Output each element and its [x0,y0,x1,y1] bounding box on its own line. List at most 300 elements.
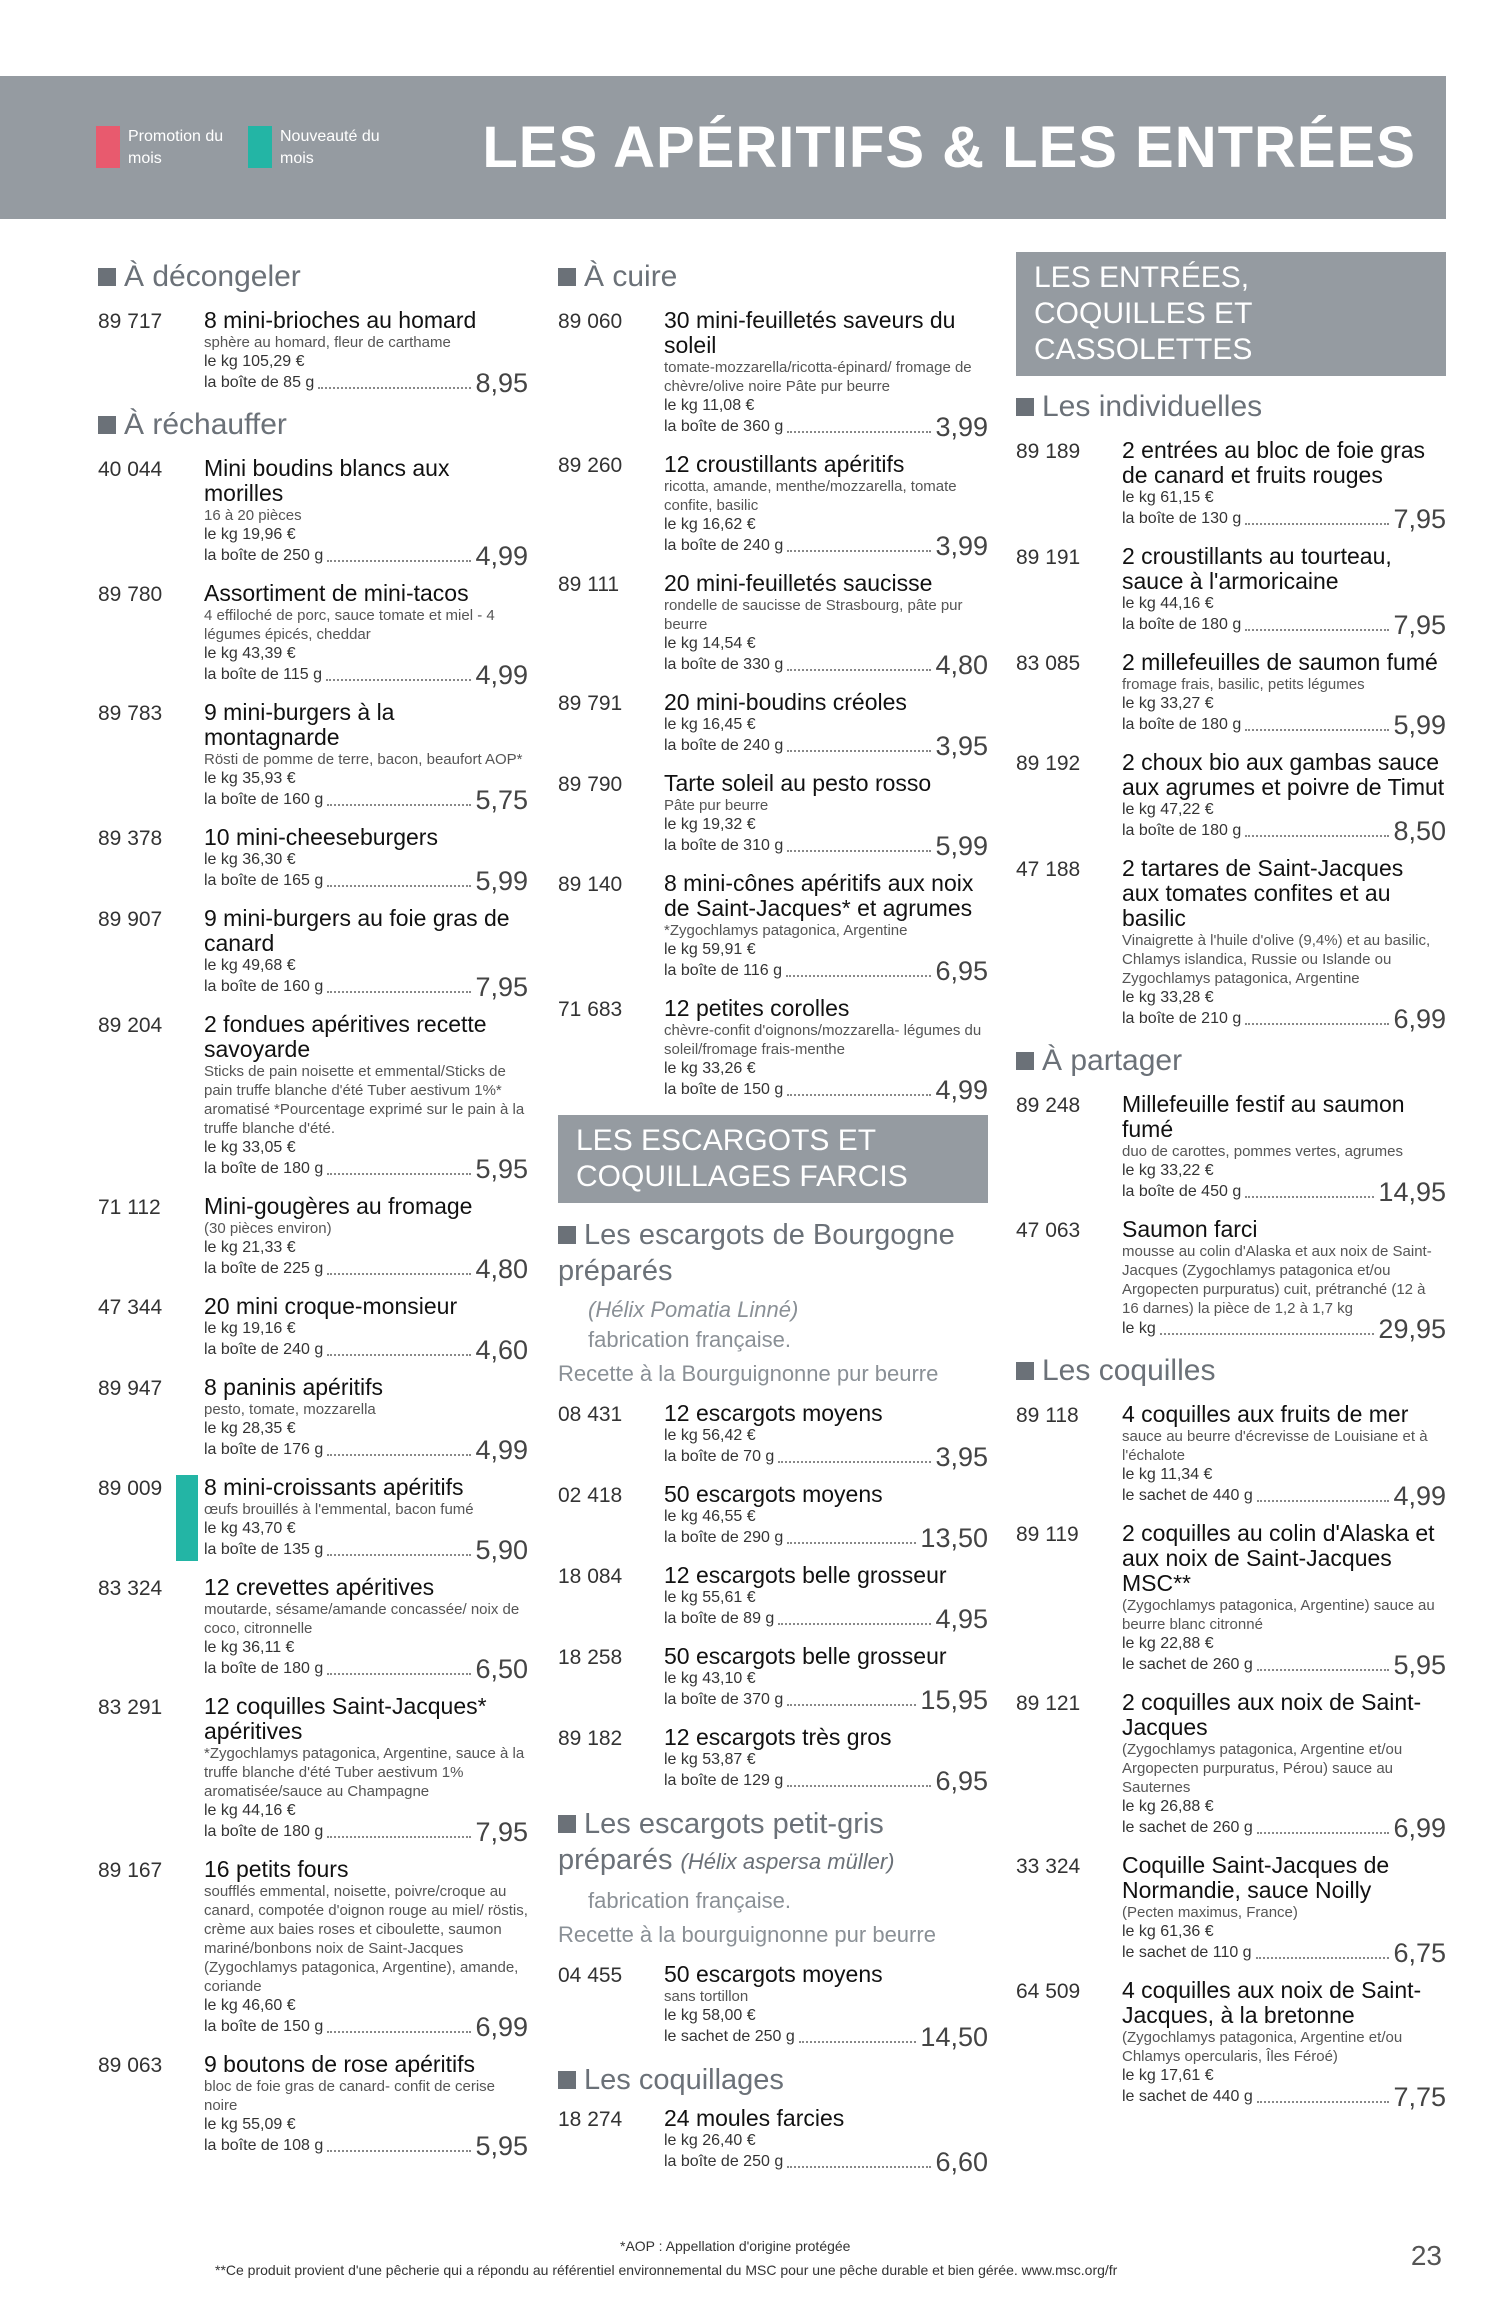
product-description: Sticks de pain noisette et emmental/Sticks de pain truffe blanche d'été Tuber aestivum 1%* aromatisé *Pourcentage exprimé sur le pain à la truffe blanche d'été. [204,1063,525,1137]
product-name: Saumon farci [1122,1216,1258,1242]
product-price: 7,95 [475,1817,528,1847]
price-per-kg: le kg 58,00 € [664,2007,756,2024]
section-banner: LES ESCARGOTS ET COQUILLAGES FARCIS [558,1115,988,1203]
product-name: 8 paninis apéritifs [204,1374,383,1400]
product-price: 3,99 [935,412,988,442]
product-price: 4,99 [1393,1481,1446,1511]
product-code: 89 063 [98,2054,163,2077]
product-item [558,1724,988,1796]
package-size: la boîte de 180 g [1122,616,1242,633]
section-banner: LES ENTRÉES, COQUILLES ET CASSOLETTES [1016,252,1446,376]
product-name: 8 mini-brioches au homard [204,307,477,333]
product-name: 2 millefeuilles de saumon fumé [1122,649,1438,675]
package-size: la boîte de 160 g [204,978,324,995]
product-price: 3,95 [935,731,988,761]
product-code: 89 121 [1016,1692,1081,1715]
product-description: mousse au colin d'Alaska et aux noix de Saint-Jacques (Zygochlamys patagonica et/ou Argopecten purpuratus) cuit, prétranché (12 à 16 darnes) la pièce de 1,2 à 1,7 kg [1122,1243,1432,1317]
package-size: la boîte de 240 g [664,737,784,754]
package-size: la boîte de 240 g [204,1341,324,1358]
product-description: sauce au beurre d'écrevisse de Louisiane et à l'échalote [1122,1428,1428,1464]
product-name: 20 mini croque-monsieur [204,1293,458,1319]
product-description: tomate-mozzarella/ricotta-épinard/ fromage de chèvre/olive noire Pâte pur beurre [664,359,972,395]
product-description: rondelle de saucisse de Strasbourg, pâte pur beurre [664,597,963,633]
product-price: 6,75 [1393,1938,1446,1968]
product-name: 12 coquilles Saint-Jacques* apéritives [204,1693,487,1744]
column-2 [558,250,988,2187]
product-code: 47 188 [1016,858,1081,881]
product-item [98,1693,528,1847]
species-note: (Hélix Pomatia Linné) [588,1297,799,1322]
subsection-heading: Les escargots petit-gris préparés (Hélix aspersa müller) [558,1808,895,1876]
product-name: 10 mini-cheeseburgers [204,824,438,850]
product-price: 14,50 [920,2022,988,2052]
product-description: œufs brouillés à l'emmental, bacon fumé [204,1501,474,1518]
product-name: 24 moules farcies [664,2105,845,2131]
product-item [558,451,988,561]
product-code: 08 431 [558,1403,623,1426]
product-item [558,995,988,1105]
product-code: 18 084 [558,1565,623,1588]
package-size: la boîte de 360 g [664,418,784,435]
price-per-kg: le kg 33,27 € [1122,695,1214,712]
product-description: *Zygochlamys patagonica, Argentine, sauce à la truffe blanche d'été Tuber aestivum 1% aromatisée/sauce au Champagne [204,1745,525,1800]
product-item [558,870,988,986]
promo-legend-label: Promotion du mois [128,128,224,167]
package-size: le sachet de 440 g [1122,1487,1253,1504]
product-description: ricotta, amande, menthe/mozzarella, tomate confite, basilic [664,478,957,514]
product-item [558,2105,988,2177]
product-name: 4 coquilles aux noix de Saint-Jacques, à la bretonne [1122,1977,1422,2028]
price-per-kg: le kg 43,10 € [664,1670,756,1687]
product-name: 9 mini-burgers au foie gras de canard [204,905,510,956]
price-per-kg: le kg 44,16 € [204,1802,296,1819]
product-name: 20 mini-boudins créoles [664,689,907,715]
product-item [98,1374,528,1465]
product-item [98,1011,528,1184]
product-item [98,824,528,896]
price-per-kg: le kg 17,61 € [1122,2067,1214,2084]
product-code: 89 790 [558,773,623,796]
price-per-kg: le kg 14,54 € [664,635,756,652]
product-price: 5,95 [475,1154,528,1184]
price-per-kg: le kg 49,68 € [204,957,296,974]
section-heading: À décongeler [98,260,528,294]
price-per-kg: le kg 43,39 € [204,645,296,662]
new-swatch [248,126,272,168]
product-item [98,1193,528,1284]
price-per-kg: le kg 59,91 € [664,941,756,958]
product-name: 50 escargots moyens [664,1481,883,1507]
product-price: 3,95 [935,1442,988,1472]
product-code: 89 192 [1016,752,1081,775]
price-per-kg: le kg 28,35 € [204,1420,296,1437]
product-code: 02 418 [558,1484,623,1507]
new-marker [176,1475,198,1561]
price-per-kg: le kg 46,55 € [664,1508,756,1525]
product-description: (Zygochlamys patagonica, Argentine et/ou Argopecten purpuratus, Pérou) sauce au Sauternes [1122,1741,1403,1796]
package-size: la boîte de 450 g [1122,1183,1242,1200]
product-item [98,1856,528,2042]
price-per-kg: le kg 36,30 € [204,851,296,868]
product-description: bloc de foie gras de canard- confit de cerise noire [204,2078,495,2114]
price-per-kg: le kg 11,34 € [1122,1466,1213,1483]
product-item [1016,1401,1446,1511]
product-name: 9 mini-burgers à la montagnarde [204,699,395,750]
product-price: 5,90 [475,1535,528,1565]
package-size: la boîte de 70 g [664,1448,775,1465]
subsection-heading: Les coquillages [558,2062,988,2098]
product-code: 89 191 [1016,546,1081,569]
product-code: 89 204 [98,1014,163,1037]
package-size: le sachet de 260 g [1122,1819,1253,1836]
package-size: la boîte de 250 g [204,547,324,564]
product-item [1016,543,1446,640]
package-size: la boîte de 130 g [1122,510,1242,527]
product-code: 89 378 [98,827,163,850]
product-name: 30 mini-feuilletés saveurs du soleil [664,307,956,358]
product-item [1016,1852,1446,1968]
product-description: sphère au homard, fleur de carthame [204,334,451,351]
product-description: 16 à 20 pièces [204,507,302,524]
page-number: 23 [1410,2240,1442,2271]
package-size: la boîte de 330 g [664,656,784,673]
product-code: 89 111 [558,573,620,596]
product-name: 50 escargots moyens [664,1961,883,1987]
section-heading: À cuire [558,260,988,294]
product-code: 83 291 [98,1696,163,1719]
product-description: 4 effiloché de porc, sauce tomate et miel - 4 légumes épicés, cheddar [204,607,495,643]
product-item [98,307,528,398]
product-name: Mini-gougères au fromage [204,1193,473,1219]
product-item [558,770,988,861]
product-price: 6,99 [1393,1813,1446,1843]
package-size: la boîte de 290 g [664,1529,784,1546]
product-code: 89 009 [98,1477,163,1500]
product-name: Coquille Saint-Jacques de Normandie, sauce Noilly [1122,1852,1390,1903]
price-per-kg: le kg 26,40 € [664,2132,756,2149]
package-size: la boîte de 180 g [204,1660,324,1677]
package-size: la boîte de 150 g [204,2018,324,2035]
package-size: la boîte de 165 g [204,872,324,889]
package-size: la boîte de 108 g [204,2137,324,2154]
product-price: 5,99 [935,831,988,861]
product-code: 89 717 [98,310,163,333]
product-code: 83 324 [98,1577,163,1600]
product-price: 5,75 [475,785,528,815]
product-code: 89 118 [1016,1404,1079,1427]
price-per-kg: le kg 61,15 € [1122,489,1214,506]
page-header [0,76,1446,219]
product-name: 12 escargots belle grosseur [664,1562,947,1588]
product-price: 4,99 [935,1075,988,1105]
new-legend-label: Nouveauté du mois [280,128,380,167]
product-item [1016,1091,1446,1207]
product-code: 47 063 [1016,1219,1081,1242]
product-item [1016,749,1446,846]
product-description: Vinaigrette à l'huile d'olive (9,4%) et au basilic, Chlamys islandica, Russie ou Islande ou Zygochlamys patagonica, Argentine [1122,932,1431,987]
product-name: Tarte soleil au pesto rosso [664,770,932,796]
product-item [98,1293,528,1365]
package-size: le kg [1122,1320,1156,1337]
product-price: 6,99 [1393,1004,1446,1034]
product-code: 64 509 [1016,1980,1081,2003]
product-price: 6,60 [935,2147,988,2177]
product-price: 15,95 [920,1685,988,1715]
price-per-kg: le kg 33,22 € [1122,1162,1214,1179]
product-item [558,1481,988,1553]
price-per-kg: le kg 35,93 € [204,770,296,787]
package-size: la boîte de 250 g [664,2153,784,2170]
product-price: 5,95 [1393,1650,1446,1680]
aop-footnote: *AOP : Appellation d'origine protégée [620,2238,851,2254]
product-name: Mini boudins blancs aux morilles [204,455,450,506]
product-price: 7,95 [1393,504,1446,534]
package-size: la boîte de 310 g [664,837,784,854]
product-name: 8 mini-croissants apéritifs [204,1474,464,1500]
price-per-kg: le kg 33,26 € [664,1060,756,1077]
product-name: 20 mini-feuilletés saucisse [664,570,933,596]
price-per-kg: le kg 56,42 € [664,1427,756,1444]
product-code: 71 112 [98,1196,161,1219]
product-item [98,905,528,1002]
promo-legend [96,126,228,170]
product-price: 14,95 [1378,1177,1446,1207]
section-heading: Les individuelles [1016,390,1446,424]
product-price: 13,50 [920,1523,988,1553]
product-code: 89 248 [1016,1094,1081,1117]
package-size: la boîte de 240 g [664,537,784,554]
product-description: sans tortillon [664,1988,749,2005]
product-code: 89 780 [98,583,163,606]
product-name: 16 petits fours [204,1856,349,1882]
product-item [98,699,528,815]
product-item [98,2051,528,2161]
price-per-kg: le kg 26,88 € [1122,1798,1214,1815]
subsection-heading: Les escargots de Bourgogne préparés [558,1219,955,1287]
product-code: 89 189 [1016,440,1081,463]
price-per-kg: le kg 33,28 € [1122,989,1214,1006]
product-description: fromage frais, basilic, petits légumes [1122,676,1365,693]
product-price: 7,95 [1393,610,1446,640]
product-code: 89 182 [558,1727,623,1750]
product-price: 6,99 [475,2012,528,2042]
price-per-kg: le kg 16,45 € [664,716,756,733]
product-name: 2 croustillants au tourteau, sauce à l'armoricaine [1122,543,1392,594]
product-name: 12 croustillants apéritifs [664,451,905,477]
product-price: 6,95 [935,956,988,986]
product-name: 2 coquilles au colin d'Alaska et aux noix de Saint-Jacques MSC** [1122,1520,1435,1596]
product-name: 8 mini-cônes apéritifs aux noix de Saint-Jacques* et agrumes [664,870,974,921]
price-per-kg: le kg 21,33 € [204,1239,296,1256]
product-name: 12 escargots très gros [664,1724,892,1750]
price-per-kg: le kg 55,61 € [664,1589,756,1606]
product-name: 2 coquilles aux noix de Saint-Jacques [1122,1689,1422,1740]
product-code: 89 791 [558,692,623,715]
product-name: 9 boutons de rose apéritifs [204,2051,476,2077]
price-per-kg: le kg 19,16 € [204,1320,296,1337]
product-name: 2 choux bio aux gambas sauce aux agrumes et poivre de Timut [1122,749,1445,800]
page-title: LES APÉRITIFS & LES ENTRÉES [482,115,1416,180]
product-price: 4,99 [475,541,528,571]
price-per-kg: le kg 61,36 € [1122,1923,1214,1940]
product-code: 71 683 [558,998,623,1021]
product-item [98,580,528,690]
product-description: moutarde, sésame/amande concassée/ noix de coco, citronnelle [204,1601,520,1637]
product-code: 18 258 [558,1646,623,1669]
product-item [558,1562,988,1634]
package-size: la boîte de 180 g [1122,822,1242,839]
product-price: 5,95 [475,2131,528,2161]
package-size: la boîte de 89 g [664,1610,775,1627]
product-item [558,1961,988,2052]
section-heading: Les coquilles [1016,1354,1446,1388]
product-code: 83 085 [1016,652,1081,675]
product-name: 4 coquilles aux fruits de mer [1122,1401,1409,1427]
product-code: 89 260 [558,454,623,477]
product-name: 12 petites corolles [664,995,850,1021]
product-name: 12 crevettes apéritives [204,1574,435,1600]
product-code: 89 907 [98,908,163,931]
section-heading: À réchauffer [98,408,528,442]
product-price: 4,95 [935,1604,988,1634]
product-name: 2 fondues apéritives recette savoyarde [204,1011,487,1062]
product-price: 4,99 [475,1435,528,1465]
package-size: la boîte de 180 g [204,1160,324,1177]
product-code: 89 119 [1016,1523,1079,1546]
product-code: 89 060 [558,310,623,333]
package-size: le sachet de 110 g [1122,1944,1252,1961]
product-code: 47 344 [98,1296,163,1319]
product-price: 8,50 [1393,816,1446,846]
msc-footnote: **Ce produit provient d'une pêcherie qui a répondu au référentiel environnemental du MSC pour une pêche durable et bien gérée. www.msc.org/fr [215,2262,1118,2278]
product-code: 89 140 [558,873,623,896]
new-legend [248,126,380,170]
product-item [558,1400,988,1472]
product-name: 50 escargots belle grosseur [664,1643,947,1669]
price-per-kg: le kg 53,87 € [664,1751,756,1768]
package-size: la boîte de 176 g [204,1441,324,1458]
product-name: 2 entrées au bloc de foie gras de canard et fruits rouges [1122,437,1426,488]
product-item [1016,1689,1446,1843]
product-price: 7,75 [1393,2082,1446,2112]
section-heading: À partager [1016,1044,1446,1078]
product-description: *Zygochlamys patagonica, Argentine [664,922,908,939]
origin-note: fabrication française. [588,1888,791,1913]
product-price: 7,95 [475,972,528,1002]
column-1 [98,250,528,2171]
product-code: 40 044 [98,458,163,481]
price-per-kg: le kg 22,88 € [1122,1635,1214,1652]
product-code: 33 324 [1016,1855,1081,1878]
price-per-kg: le kg 46,60 € [204,1997,296,2014]
product-price: 4,99 [475,660,528,690]
package-size: la boîte de 370 g [664,1691,784,1708]
product-price: 5,99 [1393,710,1446,740]
package-size: la boîte de 115 g [204,666,323,683]
product-description: chèvre-confit d'oignons/mozzarella- légumes du soleil/fromage frais-menthe [664,1022,982,1058]
product-item [558,570,988,680]
price-per-kg: le kg 11,08 € [664,397,755,414]
price-per-kg: le kg 43,70 € [204,1520,296,1537]
package-size: la boîte de 85 g [204,374,315,391]
product-price: 29,95 [1378,1314,1446,1344]
promo-swatch [96,126,120,168]
price-per-kg: le kg 19,32 € [664,816,756,833]
price-per-kg: le kg 19,96 € [204,526,296,543]
product-description: (Pecten maximus, France) [1122,1904,1298,1921]
product-price: 5,99 [475,866,528,896]
package-size: la boîte de 160 g [204,791,324,808]
price-per-kg: le kg 105,29 € [204,353,305,370]
product-item [1016,1977,1446,2112]
product-name: 12 escargots moyens [664,1400,883,1426]
product-code: 18 274 [558,2108,623,2131]
product-item [558,689,988,761]
package-size: la boîte de 180 g [204,1823,324,1840]
package-size: le sachet de 260 g [1122,1656,1253,1673]
product-description: (Zygochlamys patagonica, Argentine) sauce au beurre blanc citronné [1122,1597,1435,1633]
price-per-kg: le kg 33,05 € [204,1139,296,1156]
price-per-kg: le kg 44,16 € [1122,595,1214,612]
product-code: 89 783 [98,702,163,725]
product-item [1016,649,1446,740]
product-price: 6,50 [475,1654,528,1684]
product-item [558,307,988,442]
product-item [1016,1520,1446,1680]
recipe-note: Recette à la Bourguignonne pur beurre [558,1361,939,1386]
product-description: pesto, tomate, mozzarella [204,1401,376,1418]
product-item [1016,855,1446,1034]
package-size: la boîte de 225 g [204,1260,324,1277]
product-item [98,1474,528,1565]
package-size: la boîte de 180 g [1122,716,1242,733]
product-code: 89 167 [98,1859,163,1882]
product-description: soufflés emmental, noisette, poivre/croque au canard, compotée d'oignon rouge au miel/ röstis, crème aux baies roses et ciboulette, saumon mariné/bonbons noix de Saint-Jacques (Zygochlamys patagonica, Argentine), amande, coriande [204,1883,528,1995]
product-item [98,1574,528,1684]
product-price: 4,80 [475,1254,528,1284]
price-per-kg: le kg 47,22 € [1122,801,1214,818]
package-size: la boîte de 150 g [664,1081,784,1098]
product-item [558,1643,988,1715]
product-price: 6,95 [935,1766,988,1796]
origin-note: fabrication française. [588,1327,791,1352]
product-code: 89 947 [98,1377,163,1400]
package-size: la boîte de 129 g [664,1772,784,1789]
product-description: duo de carottes, pommes vertes, agrumes [1122,1143,1403,1160]
product-description: Pâte pur beurre [664,797,769,814]
product-item [1016,437,1446,534]
package-size: la boîte de 135 g [204,1541,324,1558]
product-price: 8,95 [475,368,528,398]
product-item [98,455,528,571]
price-per-kg: le kg 16,62 € [664,516,756,533]
price-per-kg: le kg 36,11 € [204,1639,295,1656]
package-size: le sachet de 250 g [664,2028,795,2045]
price-per-kg: le kg 55,09 € [204,2116,296,2133]
product-name: Assortiment de mini-tacos [204,580,469,606]
package-size: la boîte de 210 g [1122,1010,1242,1027]
package-size: la boîte de 116 g [664,962,783,979]
product-name: 2 tartares de Saint-Jacques aux tomates confites et au basilic [1122,855,1404,931]
column-3 [1016,252,1446,2122]
product-description: Rösti de pomme de terre, bacon, beaufort AOP* [204,751,523,768]
product-item [1016,1216,1446,1344]
product-description: (30 pièces environ) [204,1220,332,1237]
product-code: 04 455 [558,1964,623,1987]
recipe-note: Recette à la bourguignonne pur beurre [558,1922,936,1947]
product-price: 4,80 [935,650,988,680]
product-price: 3,99 [935,531,988,561]
